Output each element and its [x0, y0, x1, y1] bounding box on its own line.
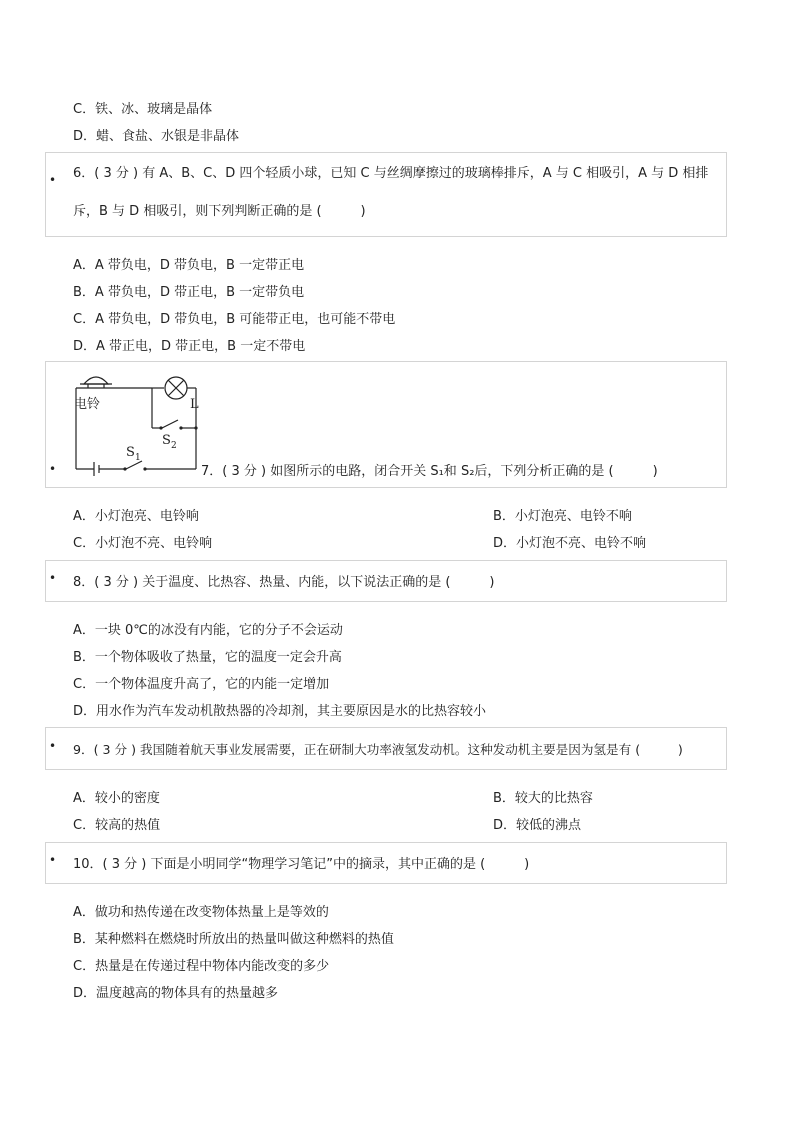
q8-option-c: C．一个物体温度升高了，它的内能一定增加 — [73, 677, 330, 692]
question-8-box — [45, 560, 727, 602]
q5-option-d: D．蜡、食盐、水银是非晶体 — [73, 129, 240, 144]
q10-option-d: D．温度越高的物体具有的热量越多 — [73, 986, 279, 1001]
q7-option-a: A．小灯泡亮、电铃响 — [73, 509, 199, 524]
bell-icon — [84, 377, 108, 384]
bell-label: 电铃 — [74, 397, 101, 412]
q8-option-d: D．用水作为汽车发动机散热器的冷却剂，其主要原因是水的比热容较小 — [73, 704, 487, 719]
q9-option-a: A．较小的密度 — [73, 791, 160, 806]
q7-option-c: C．小灯泡不亮、电铃响 — [73, 536, 213, 551]
q5-option-c: C．铁、冰、玻璃是晶体 — [73, 102, 213, 117]
q10-option-a: A．做功和热传递在改变物体热量上是等效的 — [73, 905, 329, 920]
switch-s2-subscript: 2 — [171, 441, 177, 451]
bullet-point: • — [49, 173, 57, 187]
lamp-label: L — [190, 397, 199, 412]
question-6-box — [45, 152, 727, 237]
switch-s1-label: S — [126, 445, 135, 460]
q9-option-c: C．较高的热值 — [73, 818, 161, 833]
switch-s1-subscript: 1 — [135, 453, 141, 463]
question-6-stem: 6．( 3 分 ) 有 A、B、C、D 四个轻质小球，已知 C 与丝绸摩擦过的玻璃棒排斥，A 与 C 相吸引，A 与 D 相排斥，B 与 D 相吸引，则下列判断正确的是 ( ) — [73, 166, 709, 219]
bullet-point: • — [49, 462, 57, 476]
question-9-stem: 9．( 3 分 ) 我国随着航天事业发展需要，正在研制大功率液氢发动机。这种发动机主要是因为氢是有 ( ) — [73, 742, 683, 757]
q7-option-d: D．小灯泡不亮、电铃不响 — [493, 536, 647, 551]
q9-option-d: D．较低的沸点 — [493, 818, 582, 833]
bullet-point: • — [49, 571, 57, 585]
switch-s2-label: S — [162, 433, 171, 448]
q6-option-c: C．A 带负电，D 带负电，B 可能带正电，也可能不带电 — [73, 312, 396, 327]
q7-option-b: B．小灯泡亮、电铃不响 — [493, 509, 632, 524]
question-10-stem: 10．( 3 分 ) 下面是小明同学“物理学习笔记”中的摘录，其中正确的是 ( ) — [73, 857, 530, 872]
q10-option-c: C．热量是在传递过程中物体内能改变的多少 — [73, 959, 330, 974]
question-7-stem: 7．( 3 分 ) 如图所示的电路，闭合开关 S₁和 S₂后，下列分析正确的是 ( ) — [201, 464, 658, 479]
bullet-point: • — [49, 739, 57, 753]
question-8-stem: 8．( 3 分 ) 关于温度、比热容、热量、内能，以下说法正确的是 ( ) — [73, 575, 495, 590]
bullet-point: • — [49, 853, 57, 867]
question-10-box — [45, 842, 727, 884]
q6-option-a: A．A 带负电，D 带负电，B 一定带正电 — [73, 258, 305, 273]
q6-option-d: D．A 带正电，D 带正电，B 一定不带电 — [73, 339, 306, 354]
q8-option-b: B．一个物体吸收了热量，它的温度一定会升高 — [73, 650, 342, 665]
q10-option-b: B．某种燃料在燃烧时所放出的热量叫做这种燃料的热值 — [73, 932, 394, 947]
question-9-box — [45, 727, 727, 770]
q6-option-b: B．A 带负电，D 带正电，B 一定带负电 — [73, 285, 305, 300]
q9-option-b: B．较大的比热容 — [493, 791, 593, 806]
switch-s2 — [162, 420, 178, 428]
q8-option-a: A．一块 0℃的冰没有内能，它的分子不会运动 — [73, 623, 343, 638]
question-7-box — [45, 361, 727, 488]
